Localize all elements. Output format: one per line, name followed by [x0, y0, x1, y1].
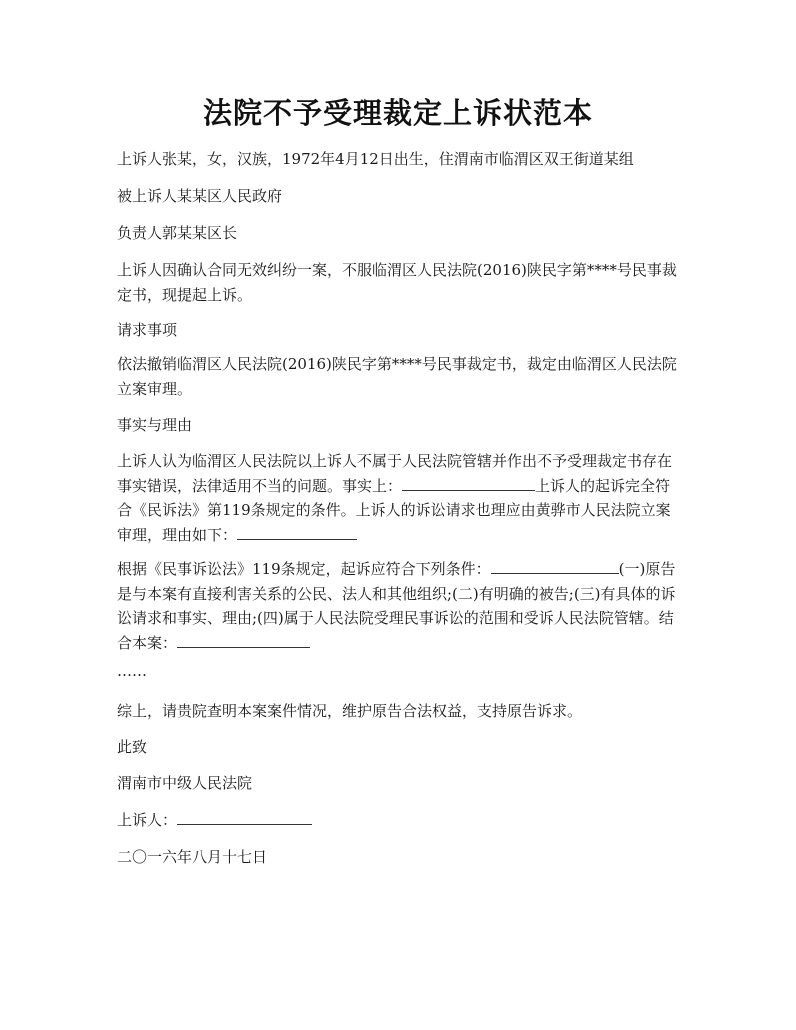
- signature-blank-field: [177, 810, 312, 825]
- facts-text-1b: 上诉人的起诉完全符合《民诉法》第119条规定的条件。上诉人的诉讼请求也理应由黄骅市人民法院立案审理，理由如下：: [117, 476, 671, 544]
- appellee-info: 被上诉人某某区人民政府: [117, 187, 283, 205]
- case-blank-field: [177, 633, 310, 648]
- conclusion: 综上，请贵院查明本案案件情况，维护原告合法权益，支持原告诉求。: [117, 702, 583, 720]
- request-body: 依法撤销临渭区人民法院(2016)陕民字第****号民事裁定书，裁定由临渭区人民法院立案审理。: [117, 355, 677, 398]
- facts-text-2b: (一)原告是与本案有直接利害关系的公民、法人和其他组织;(二)有明确的被告;(三)有具体的诉讼请求和事实、理由;(四)属于人民法院受理民事诉讼的范围和受诉人民法院管辖。结合本案：: [117, 560, 676, 652]
- facts-paragraph-2: [117, 557, 683, 655]
- salutation: 此致: [117, 738, 148, 756]
- signature-label: 上诉人：: [117, 811, 178, 829]
- facts-text-2a: 根据《民事诉讼法》119条规定，起诉应符合下列条件：: [117, 560, 491, 578]
- court-name: 渭南市中级人民法院: [117, 774, 253, 792]
- document-title: 法院不予受理裁定上诉状范本: [202, 96, 593, 130]
- signature-line: [117, 808, 683, 833]
- reason-blank-field: [237, 525, 357, 540]
- document-date: 二〇一六年八月十七日: [117, 848, 268, 866]
- appeal-intro: 上诉人因确认合同无效纠纷一案，不服临渭区人民法院(2016)陕民字第****号民事裁定书，现提起上诉。: [117, 261, 677, 304]
- facts-heading: 事实与理由: [117, 416, 193, 434]
- conditions-blank-field: [491, 559, 619, 574]
- appellant-info: 上诉人张某，女，汉族，1972年4月12日出生，住渭南市临渭区双王街道某组: [117, 150, 634, 168]
- request-heading: 请求事项: [117, 321, 178, 339]
- facts-paragraph-1: [117, 449, 683, 547]
- facts-text-1a: 上诉人认为临渭区人民法院以上诉人不属于人民法院管辖并作出不予受理裁定书存在事实错误，法律适用不当的问题。事实上：: [117, 452, 673, 495]
- ellipsis: ……: [117, 662, 147, 680]
- fact-blank-field: [402, 476, 535, 491]
- representative-info: 负责人郭某某区长: [117, 224, 238, 242]
